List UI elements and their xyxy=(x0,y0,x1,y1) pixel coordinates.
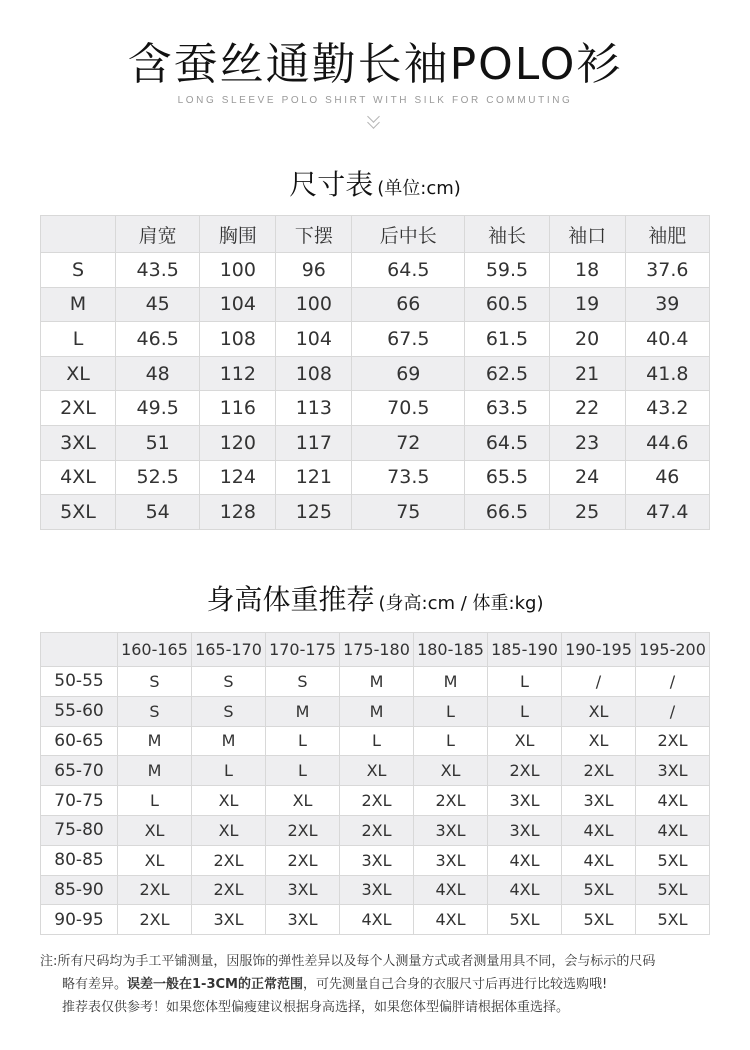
row-label: 85-90 xyxy=(41,875,118,905)
column-header: 下摆 xyxy=(276,216,352,253)
table-cell: 72 xyxy=(352,425,465,460)
table-cell: 24 xyxy=(549,460,625,495)
column-header: 180-185 xyxy=(414,633,488,667)
table-cell: 3XL xyxy=(636,756,710,786)
table-cell: XL xyxy=(118,845,192,875)
row-label: L xyxy=(41,322,116,357)
table-cell: L xyxy=(414,726,488,756)
size-row xyxy=(41,425,710,460)
table-cell: 2XL xyxy=(636,726,710,756)
note-text: 略有差异。 xyxy=(62,977,128,992)
row-label: 60-65 xyxy=(41,726,118,756)
table-cell: 3XL xyxy=(266,875,340,905)
table-cell: 43.2 xyxy=(625,391,709,426)
table-cell: XL xyxy=(192,815,266,845)
row-label: 65-70 xyxy=(41,756,118,786)
row-label: M xyxy=(41,287,116,322)
column-header: 袖肥 xyxy=(625,216,709,253)
table-cell: 5XL xyxy=(488,905,562,935)
table-cell: / xyxy=(636,696,710,726)
table-cell: 3XL xyxy=(192,905,266,935)
table-cell: S xyxy=(192,667,266,697)
table-cell: 4XL xyxy=(636,815,710,845)
table-cell: 113 xyxy=(276,391,352,426)
column-header: 170-175 xyxy=(266,633,340,667)
size-chart-title: 尺寸表 xyxy=(289,168,374,201)
table-cell: 21 xyxy=(549,356,625,391)
table-cell: 39 xyxy=(625,287,709,322)
page-title: 含蚕丝通勤长袖POLO衫 xyxy=(127,39,623,90)
table-cell: 47.4 xyxy=(625,495,709,530)
table-cell: L xyxy=(488,667,562,697)
table-cell: M xyxy=(340,696,414,726)
table-cell: 104 xyxy=(276,322,352,357)
table-cell: M xyxy=(414,667,488,697)
table-cell: M xyxy=(192,726,266,756)
table-cell: S xyxy=(118,667,192,697)
table-cell: L xyxy=(414,696,488,726)
table-cell: S xyxy=(118,696,192,726)
table-cell: 67.5 xyxy=(352,322,465,357)
table-cell: 2XL xyxy=(414,786,488,816)
column-header: 190-195 xyxy=(562,633,636,667)
table-cell: / xyxy=(562,667,636,697)
table-cell: 120 xyxy=(200,425,276,460)
table-cell: 3XL xyxy=(340,875,414,905)
table-cell: M xyxy=(118,756,192,786)
table-cell: 108 xyxy=(200,322,276,357)
table-cell: 2XL xyxy=(192,875,266,905)
column-header: 185-190 xyxy=(488,633,562,667)
table-cell: XL xyxy=(488,726,562,756)
column-header: 195-200 xyxy=(636,633,710,667)
table-cell: 125 xyxy=(276,495,352,530)
table-cell: 61.5 xyxy=(465,322,549,357)
row-label: 5XL xyxy=(41,495,116,530)
table-cell: 54 xyxy=(116,495,200,530)
table-cell: 64.5 xyxy=(465,425,549,460)
recommend-row xyxy=(41,815,710,845)
table-cell: 65.5 xyxy=(465,460,549,495)
table-cell: 5XL xyxy=(636,845,710,875)
row-label: 80-85 xyxy=(41,845,118,875)
table-cell: 5XL xyxy=(636,905,710,935)
table-cell: 4XL xyxy=(340,905,414,935)
column-header: 160-165 xyxy=(118,633,192,667)
table-cell: 44.6 xyxy=(625,425,709,460)
table-cell: 96 xyxy=(276,253,352,288)
column-header: 后中长 xyxy=(352,216,465,253)
row-label: 70-75 xyxy=(41,786,118,816)
table-cell: 64.5 xyxy=(352,253,465,288)
table-cell: 41.8 xyxy=(625,356,709,391)
table-cell: 100 xyxy=(200,253,276,288)
table-cell: XL xyxy=(266,786,340,816)
table-cell: 4XL xyxy=(488,845,562,875)
table-cell: 2XL xyxy=(266,815,340,845)
table-cell: 5XL xyxy=(636,875,710,905)
table-cell: M xyxy=(118,726,192,756)
table-cell: M xyxy=(340,667,414,697)
table-cell: 51 xyxy=(116,425,200,460)
table-cell: 4XL xyxy=(414,905,488,935)
table-cell: / xyxy=(636,667,710,697)
row-label: S xyxy=(41,253,116,288)
table-cell: 5XL xyxy=(562,875,636,905)
table-cell: 66.5 xyxy=(465,495,549,530)
column-header: 袖长 xyxy=(465,216,549,253)
table-cell: 4XL xyxy=(488,875,562,905)
table-cell: 43.5 xyxy=(116,253,200,288)
note-line-1: 注:所有尺码均为手工平铺测量，因服饰的弹性差异以及每个人测量方式或者测量用具不同，会与标示的尺码 xyxy=(40,954,656,969)
table-cell: 63.5 xyxy=(465,391,549,426)
table-cell: S xyxy=(192,696,266,726)
size-row xyxy=(41,460,710,495)
column-header: 165-170 xyxy=(192,633,266,667)
recommend-row xyxy=(41,726,710,756)
recommend-row xyxy=(41,786,710,816)
row-label: 75-80 xyxy=(41,815,118,845)
size-row xyxy=(41,287,710,322)
table-cell: 46 xyxy=(625,460,709,495)
column-header: 175-180 xyxy=(340,633,414,667)
table-cell: 49.5 xyxy=(116,391,200,426)
table-cell: 20 xyxy=(549,322,625,357)
recommend-row xyxy=(41,905,710,935)
table-cell: S xyxy=(266,667,340,697)
table-cell: XL xyxy=(562,696,636,726)
table-cell: 25 xyxy=(549,495,625,530)
table-cell: L xyxy=(192,756,266,786)
table-cell: 4XL xyxy=(562,845,636,875)
table-cell: 121 xyxy=(276,460,352,495)
table-cell: 3XL xyxy=(562,786,636,816)
table-cell: 46.5 xyxy=(116,322,200,357)
table-cell: 104 xyxy=(200,287,276,322)
table-cell: 2XL xyxy=(340,815,414,845)
note-emphasis: 误差一般在1-3CM的正常范围 xyxy=(127,977,303,992)
notes xyxy=(40,950,715,1019)
row-label: 3XL xyxy=(41,425,116,460)
table-cell: XL xyxy=(414,756,488,786)
recommend-chart-table xyxy=(40,632,710,935)
table-cell: XL xyxy=(118,815,192,845)
recommend-chart-unit: (身高:cm / 体重:kg) xyxy=(378,593,544,614)
table-cell: 52.5 xyxy=(116,460,200,495)
table-cell: 2XL xyxy=(118,875,192,905)
recommend-chart-corner xyxy=(41,633,118,667)
table-cell: 3XL xyxy=(340,845,414,875)
table-cell: 19 xyxy=(549,287,625,322)
table-cell: M xyxy=(266,696,340,726)
size-row xyxy=(41,322,710,357)
table-cell: 112 xyxy=(200,356,276,391)
table-cell: 3XL xyxy=(414,815,488,845)
recommend-chart-title: 身高体重推荐 xyxy=(206,583,375,616)
table-cell: 2XL xyxy=(192,845,266,875)
table-cell: 70.5 xyxy=(352,391,465,426)
table-cell: 4XL xyxy=(414,875,488,905)
recommend-row xyxy=(41,875,710,905)
size-chart-heading xyxy=(0,163,750,203)
row-label: 50-55 xyxy=(41,667,118,697)
table-cell: XL xyxy=(192,786,266,816)
table-cell: 2XL xyxy=(340,786,414,816)
table-cell: XL xyxy=(562,726,636,756)
page-subtitle: LONG SLEEVE POLO SHIRT WITH SILK FOR COMMUTING xyxy=(177,95,573,106)
size-chart-unit: (单位:cm) xyxy=(377,178,461,199)
row-label: 4XL xyxy=(41,460,116,495)
table-cell: 62.5 xyxy=(465,356,549,391)
table-cell: 69 xyxy=(352,356,465,391)
table-cell: 40.4 xyxy=(625,322,709,357)
table-cell: 3XL xyxy=(488,786,562,816)
size-row xyxy=(41,356,710,391)
table-cell: L xyxy=(266,756,340,786)
size-row xyxy=(41,495,710,530)
row-label: XL xyxy=(41,356,116,391)
table-cell: 108 xyxy=(276,356,352,391)
table-cell: 45 xyxy=(116,287,200,322)
size-chart-corner xyxy=(41,216,116,253)
size-chart-header-row xyxy=(41,216,710,253)
note-line-2 xyxy=(40,973,715,996)
table-cell: 18 xyxy=(549,253,625,288)
table-cell: 2XL xyxy=(266,845,340,875)
table-cell: L xyxy=(488,696,562,726)
table-cell: 124 xyxy=(200,460,276,495)
table-cell: 75 xyxy=(352,495,465,530)
table-cell: L xyxy=(118,786,192,816)
recommend-chart-heading xyxy=(0,578,750,618)
recommend-row xyxy=(41,845,710,875)
column-header: 袖口 xyxy=(549,216,625,253)
table-cell: 117 xyxy=(276,425,352,460)
table-cell: 66 xyxy=(352,287,465,322)
table-cell: L xyxy=(266,726,340,756)
table-cell: L xyxy=(340,726,414,756)
row-label: 55-60 xyxy=(41,696,118,726)
size-row xyxy=(41,391,710,426)
table-cell: 3XL xyxy=(266,905,340,935)
recommend-row xyxy=(41,667,710,697)
row-label: 90-95 xyxy=(41,905,118,935)
table-cell: 4XL xyxy=(636,786,710,816)
recommend-chart-header-row xyxy=(41,633,710,667)
table-cell: 100 xyxy=(276,287,352,322)
table-cell: XL xyxy=(340,756,414,786)
table-cell: 2XL xyxy=(118,905,192,935)
table-cell: 73.5 xyxy=(352,460,465,495)
table-cell: 3XL xyxy=(488,815,562,845)
table-cell: 37.6 xyxy=(625,253,709,288)
table-cell: 48 xyxy=(116,356,200,391)
column-header: 胸围 xyxy=(200,216,276,253)
table-cell: 116 xyxy=(200,391,276,426)
table-cell: 128 xyxy=(200,495,276,530)
table-cell: 4XL xyxy=(562,815,636,845)
table-cell: 2XL xyxy=(562,756,636,786)
recommend-row xyxy=(41,696,710,726)
table-cell: 2XL xyxy=(488,756,562,786)
table-cell: 60.5 xyxy=(465,287,549,322)
note-text: ，可先测量自己合身的衣服尺寸后再进行比较选购哦! xyxy=(302,977,608,992)
note-line-3: 推荐表仅供参考！如果您体型偏瘦建议根据身高选择，如果您体型偏胖请根据体重选择。 xyxy=(62,1000,570,1015)
table-cell: 23 xyxy=(549,425,625,460)
table-cell: 5XL xyxy=(562,905,636,935)
table-cell: 3XL xyxy=(414,845,488,875)
column-header: 肩宽 xyxy=(116,216,200,253)
recommend-row xyxy=(41,756,710,786)
size-row xyxy=(41,253,710,288)
table-cell: 59.5 xyxy=(465,253,549,288)
table-cell: 22 xyxy=(549,391,625,426)
row-label: 2XL xyxy=(41,391,116,426)
size-chart-table xyxy=(40,215,710,530)
